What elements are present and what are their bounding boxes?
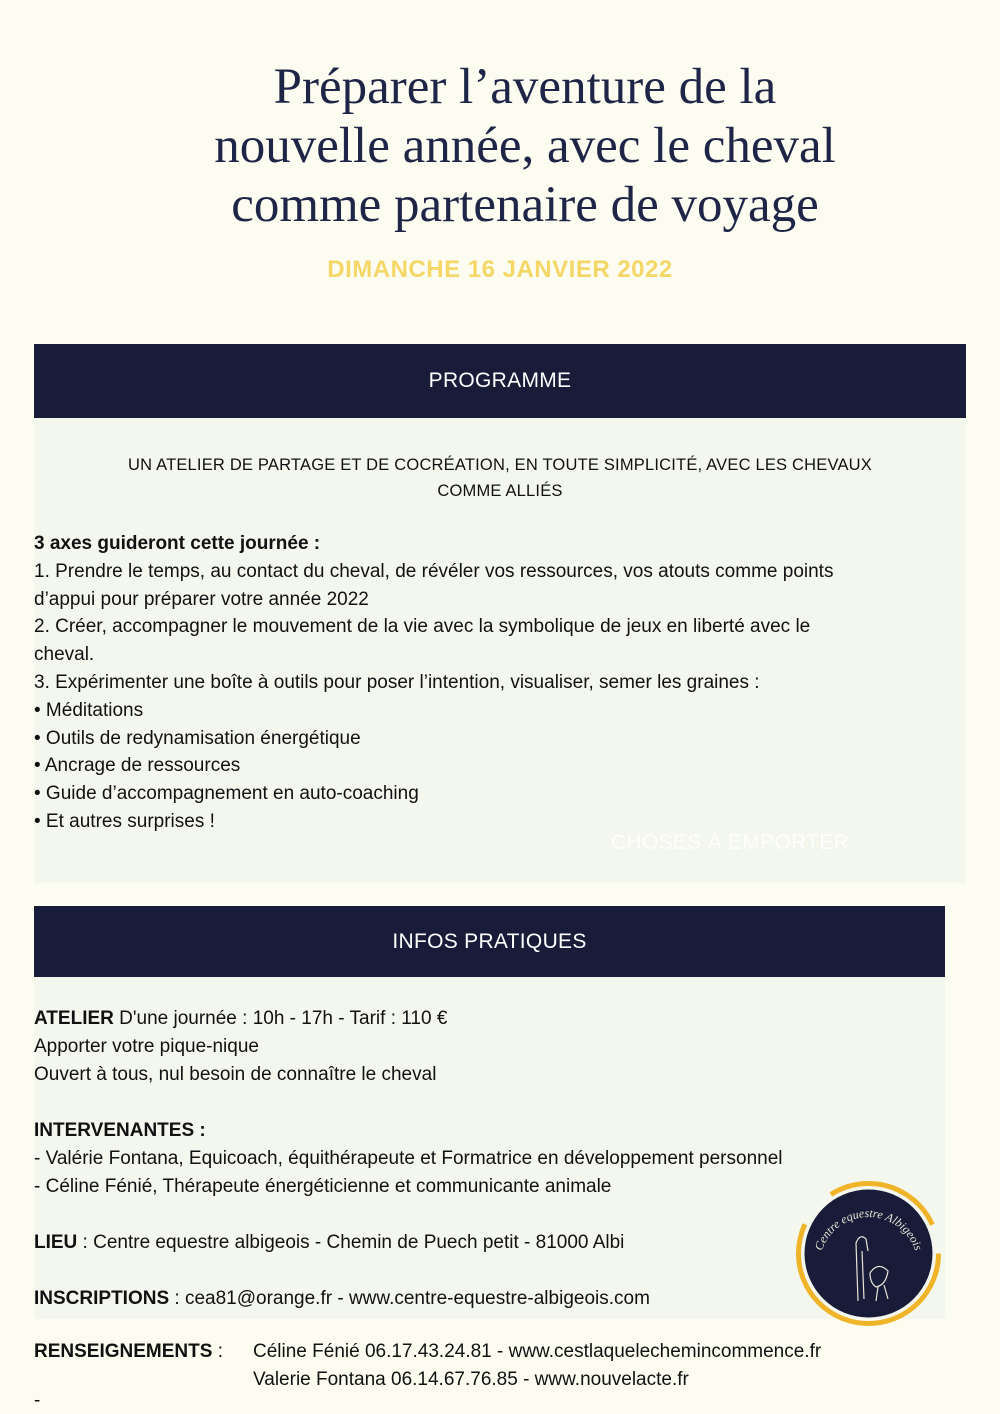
list-item: 2. Créer, accompagner le mouvement de la vie avec la symbolique de jeux en liberté avec le [34, 616, 811, 638]
title-line-1: Préparer l’aventure de la [273, 59, 777, 115]
infos-banner [34, 906, 945, 977]
renseignements-colon: : [212, 1341, 223, 1362]
centre-equestre-logo [796, 1181, 941, 1326]
intervenante-item: - Valérie Fontana, Equicoach, équithérapeute et Formatrice en développement personnel [34, 1148, 783, 1169]
inscriptions-text: : cea81@orange.fr - www.centre-equestre-albigeois.com [169, 1288, 650, 1309]
intervenantes-label: INTERVENANTES : [34, 1120, 206, 1141]
renseignements-values [253, 1338, 821, 1394]
inscriptions-label: INSCRIPTIONS [34, 1288, 170, 1309]
list-item: d’appui pour préparer votre année 2022 [34, 588, 369, 610]
list-item: • Guide d’accompagnement en auto-coaching [34, 783, 419, 805]
list-item: • Et autres surprises ! [34, 810, 215, 832]
contact-line: Valerie Fontana 06.14.67.76.85 - www.nouvelacte.fr [253, 1369, 689, 1390]
list-item: • Outils de redynamisation énergétique [34, 727, 361, 749]
list-item: 1. Prendre le temps, au contact du cheval, de révéler vos ressources, vos atouts comme points [34, 560, 834, 582]
contact-line: Céline Fénié 06.17.43.24.81 - www.cestlaquelechemincommence.fr [253, 1341, 822, 1362]
intervenante-item: - Céline Fénié, Thérapeute énergéticienne et communicante animale [34, 1176, 612, 1197]
page-title [150, 58, 900, 235]
title-line-2: nouvelle année, avec le cheval [214, 118, 836, 174]
list-item: cheval. [34, 644, 95, 666]
list-item: • Ancrage de ressources [34, 755, 241, 777]
trailing-dash: - [34, 1390, 41, 1411]
lieu-label: LIEU [34, 1232, 78, 1253]
logo-text: Centre equestre Albigeois [811, 1205, 926, 1253]
programme-intro: 3 axes guideront cette journée : [34, 533, 321, 554]
atelier-text: D'une journée : 10h - 17h - Tarif : 110 € [113, 1008, 448, 1029]
list-item: • Méditations [34, 699, 144, 721]
programme-heading: PROGRAMME [428, 369, 572, 392]
programme-subtitle-line: COMME ALLIÉS [437, 482, 563, 500]
event-date: DIMANCHE 16 JANVIER 2022 [327, 256, 673, 283]
programme-list [34, 530, 969, 836]
list-item: 3. Expérimenter une boîte à outils pour poser l’intention, visualiser, semer les graines : [34, 671, 760, 693]
renseignements-label: RENSEIGNEMENTS [34, 1341, 213, 1362]
atelier-label: ATELIER [34, 1008, 114, 1029]
programme-banner [34, 344, 966, 418]
lieu-text: : Centre equestre albigeois - Chemin de Puech petit - 81000 Albi [77, 1232, 625, 1253]
infos-heading: INFOS PRATIQUES [392, 929, 587, 953]
programme-subtitle [60, 452, 940, 504]
programme-subtitle-line: UN ATELIER DE PARTAGE ET DE COCRÉATION, EN TOUTE SIMPLICITÉ, AVEC LES CHEVAUX [127, 456, 872, 474]
open-line: Ouvert à tous, nul besoin de connaître le cheval [34, 1064, 437, 1085]
atelier-line [34, 1005, 964, 1033]
renseignements-block [34, 1338, 822, 1390]
picnic-line: Apporter votre pique-nique [34, 1036, 259, 1057]
faded-label: CHOSES À EMPORTER [611, 831, 850, 854]
title-line-3: comme partenaire de voyage [231, 177, 819, 233]
